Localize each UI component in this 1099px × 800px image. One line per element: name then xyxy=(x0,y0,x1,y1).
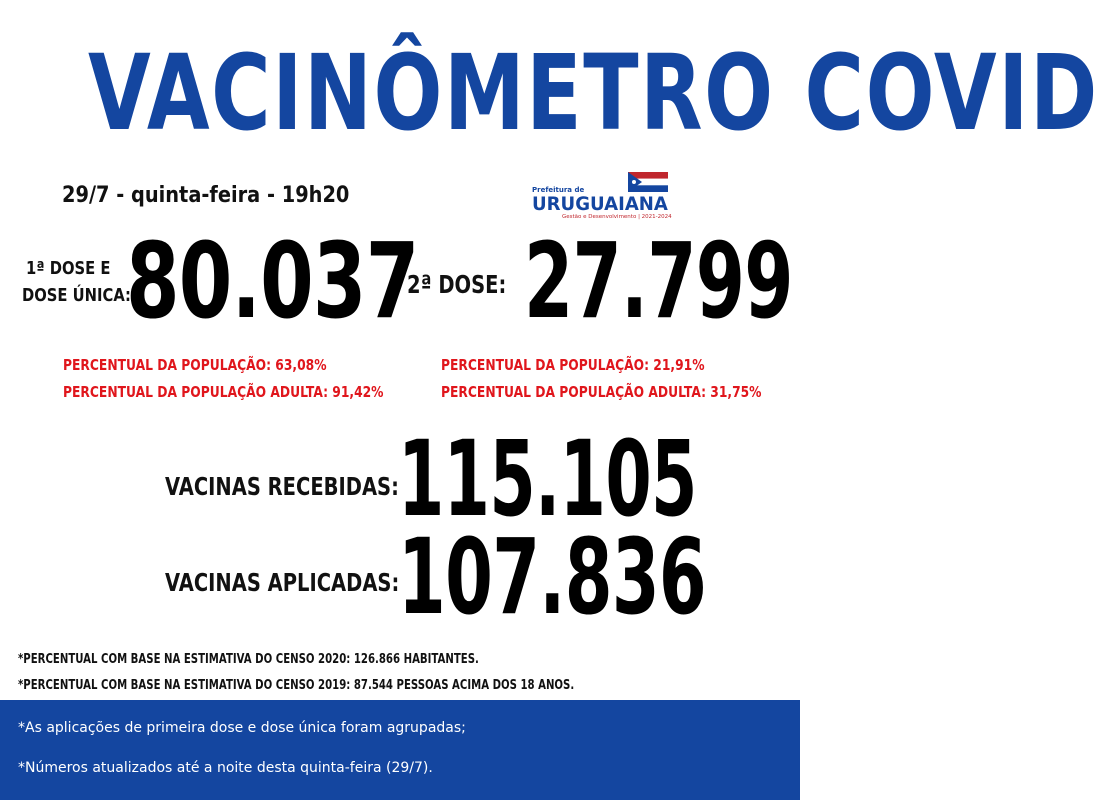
prefeitura-logo xyxy=(532,168,682,228)
received-value: 115.105 xyxy=(398,418,697,540)
first-dose-pct-population: PERCENTUAL DA POPULAÇÃO: 63,08% xyxy=(63,356,327,374)
footer-banner xyxy=(0,700,800,800)
census-note-2020: *PERCENTUAL COM BASE NA ESTIMATIVA DO CENSO 2020: 126.866 HABITANTES. xyxy=(18,652,479,667)
logo-prefix: Prefeitura de xyxy=(532,186,585,194)
second-dose-label: 2ª DOSE: xyxy=(407,270,507,299)
logo-name: URUGUAIANA xyxy=(532,193,668,215)
page-title: VACINÔMETRO COVID xyxy=(88,32,1099,154)
logo-subtitle: Gestão e Desenvolvimento | 2021-2024 xyxy=(562,214,672,220)
applied-value: 107.836 xyxy=(398,516,707,638)
census-note-2019: *PERCENTUAL COM BASE NA ESTIMATIVA DO CENSO 2019: 87.544 PESSOAS ACIMA DOS 18 ANOS. xyxy=(18,678,575,693)
first-dose-value: 80.037 xyxy=(126,220,419,342)
first-dose-label-line2: DOSE ÚNICA: xyxy=(22,285,131,306)
first-dose-pct-adult: PERCENTUAL DA POPULAÇÃO ADULTA: 91,42% xyxy=(63,383,384,401)
update-date: 29/7 - quinta-feira - 19h20 xyxy=(62,183,350,208)
second-dose-pct-adult: PERCENTUAL DA POPULAÇÃO ADULTA: 31,75% xyxy=(441,383,762,401)
footer-note-updated: *Números atualizados até a noite desta quinta-feira (29/7). xyxy=(18,760,433,776)
applied-label: VACINAS APLICADAS: xyxy=(165,568,400,597)
flag-icon xyxy=(626,170,670,194)
first-dose-label-line1: 1ª DOSE E xyxy=(26,258,111,279)
second-dose-pct-population: PERCENTUAL DA POPULAÇÃO: 21,91% xyxy=(441,356,705,374)
received-label: VACINAS RECEBIDAS: xyxy=(165,472,399,501)
footer-note-grouped: *As aplicações de primeira dose e dose única foram agrupadas; xyxy=(18,720,466,736)
second-dose-value: 27.799 xyxy=(524,220,793,342)
